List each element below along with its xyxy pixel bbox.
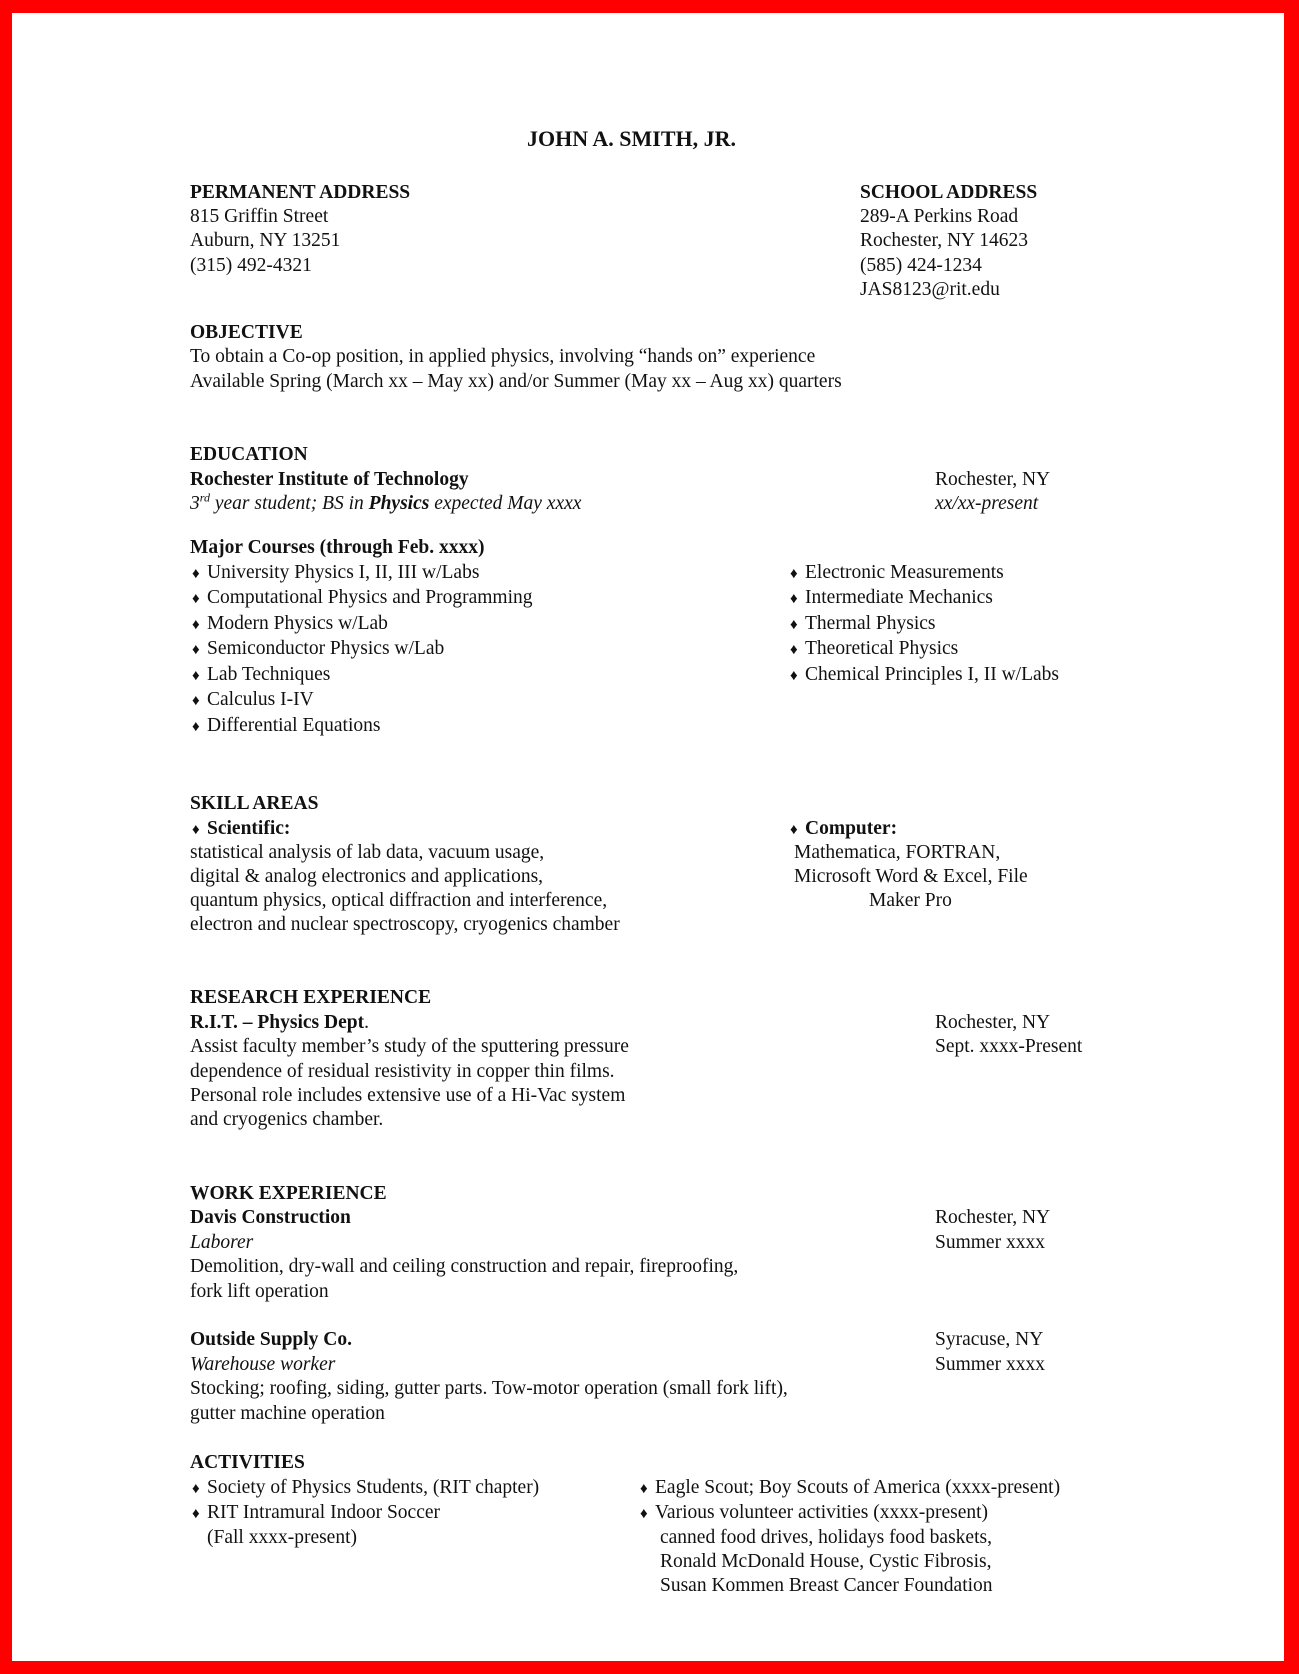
education-degree (190, 492, 581, 516)
course-label: Differential Equations (207, 715, 381, 736)
activities-heading: ACTIVITIES (190, 1452, 305, 1473)
diamond-bullet-icon: ♦ (640, 1506, 648, 1522)
objective-heading: OBJECTIVE (190, 322, 303, 343)
permanent-street: 815 Griffin Street (190, 206, 329, 227)
job-location: Syracuse, NY (935, 1329, 1044, 1350)
education-dates: xx/xx-present (935, 493, 1039, 514)
job-role: Laborer (190, 1232, 254, 1253)
course-label: Thermal Physics (805, 613, 936, 634)
course-item (790, 586, 993, 611)
course-item (790, 663, 1059, 688)
school-street: 289-A Perkins Road (860, 206, 1019, 227)
permanent-address-heading: PERMANENT ADDRESS (190, 182, 411, 203)
course-item (192, 637, 444, 662)
course-label: University Physics I, II, III w/Labs (207, 562, 480, 583)
activity-continuation: (Fall xxxx-present) (207, 1527, 358, 1548)
job-line: Demolition, dry-wall and ceiling construction and repair, fireproofing, (190, 1256, 739, 1277)
activity-item (192, 1476, 539, 1501)
research-dates: Sept. xxxx-Present (935, 1036, 1083, 1057)
diamond-bullet-icon: ♦ (790, 642, 798, 658)
course-label: Semiconductor Physics w/Lab (207, 638, 445, 659)
education-school: Rochester Institute of Technology (190, 469, 469, 490)
activity-item (192, 1501, 440, 1526)
objective-line: To obtain a Co-op position, in applied physics, involving “hands on” experience (190, 346, 816, 367)
research-org (190, 1011, 369, 1035)
diamond-bullet-icon: ♦ (192, 642, 200, 658)
school-city: Rochester, NY 14623 (860, 230, 1029, 251)
diamond-bullet-icon: ♦ (790, 566, 798, 582)
job-location: Rochester, NY (935, 1207, 1051, 1228)
activity-label: RIT Intramural Indoor Soccer (207, 1502, 441, 1523)
course-label: Lab Techniques (207, 664, 331, 685)
job-org: Davis Construction (190, 1207, 351, 1228)
diamond-bullet-icon: ♦ (192, 693, 200, 709)
school-phone: (585) 424-1234 (860, 255, 982, 276)
course-label: Chemical Principles I, II w/Labs (805, 664, 1059, 685)
course-item (192, 612, 388, 637)
diamond-bullet-icon: ♦ (192, 1481, 200, 1497)
course-item (790, 561, 1004, 586)
course-label: Theoretical Physics (805, 638, 959, 659)
scientific-label: Scientific: (207, 818, 291, 839)
course-item (192, 586, 533, 611)
skills-heading: SKILL AREAS (190, 793, 319, 814)
education-location: Rochester, NY (935, 469, 1051, 490)
course-label: Modern Physics w/Lab (207, 613, 388, 634)
school-email: JAS8123@rit.edu (860, 279, 1000, 300)
education-heading: EDUCATION (190, 444, 308, 465)
activity-item (640, 1476, 1060, 1501)
job-dates: Summer xxxx (935, 1354, 1045, 1375)
computer-skill-line: Microsoft Word & Excel, File (794, 866, 1028, 887)
computer-skills-heading (790, 817, 897, 842)
research-org-name: R.I.T. – Physics Dept (190, 1012, 365, 1033)
diamond-bullet-icon: ♦ (790, 617, 798, 633)
course-label: Electronic Measurements (805, 562, 1004, 583)
computer-label: Computer: (805, 818, 898, 839)
scientific-skills-heading (192, 817, 290, 842)
permanent-city: Auburn, NY 13251 (190, 230, 341, 251)
course-item (192, 714, 380, 739)
diamond-bullet-icon: ♦ (790, 822, 798, 838)
scientific-skill-line: statistical analysis of lab data, vacuum usage, (190, 842, 545, 863)
scientific-skill-line: electron and nuclear spectroscopy, cryogenics chamber (190, 914, 620, 935)
resume-name: JOHN A. SMITH, JR. (527, 126, 737, 151)
diamond-bullet-icon: ♦ (192, 668, 200, 684)
permanent-phone: (315) 492-4321 (190, 255, 312, 276)
job-org: Outside Supply Co. (190, 1329, 353, 1350)
education-year-number: 3 (190, 493, 200, 514)
course-item (790, 612, 936, 637)
diamond-bullet-icon: ♦ (790, 668, 798, 684)
diamond-bullet-icon: ♦ (192, 1506, 200, 1522)
diamond-bullet-icon: ♦ (192, 822, 200, 838)
scientific-skill-line: quantum physics, optical diffraction and interference, (190, 890, 608, 911)
diamond-bullet-icon: ♦ (192, 566, 200, 582)
computer-skill-line: Maker Pro (869, 890, 952, 911)
course-label: Intermediate Mechanics (805, 587, 993, 608)
job-line: fork lift operation (190, 1281, 329, 1302)
scientific-skill-line: digital & analog electronics and applications, (190, 866, 544, 887)
education-major: Physics (368, 493, 430, 514)
course-item (192, 561, 479, 586)
research-location: Rochester, NY (935, 1012, 1051, 1033)
education-degree-post: expected May xxxx (429, 493, 582, 514)
school-address-heading: SCHOOL ADDRESS (860, 182, 1038, 203)
computer-skill-line: Mathematica, FORTRAN, (794, 842, 1001, 863)
education-degree-pre: year student; BS in (209, 493, 369, 514)
activity-item (640, 1501, 988, 1526)
job-line: Stocking; roofing, siding, gutter parts. Tow-motor operation (small fork lift), (190, 1378, 788, 1399)
diamond-bullet-icon: ♦ (192, 617, 200, 633)
activity-label: Various volunteer activities (xxxx-present) (655, 1502, 989, 1523)
course-label: Calculus I-IV (207, 689, 314, 710)
job-line: gutter machine operation (190, 1403, 385, 1424)
job-role: Warehouse worker (190, 1354, 336, 1375)
objective-line: Available Spring (March xx – May xx) and/or Summer (May xx – Aug xx) quarters (190, 371, 842, 392)
education-year-suffix: rd (199, 490, 210, 505)
activity-continuation: canned food drives, holidays food baskets, (660, 1527, 992, 1548)
course-label: Computational Physics and Programming (207, 587, 533, 608)
diamond-bullet-icon: ♦ (640, 1481, 648, 1497)
activity-continuation: Ronald McDonald House, Cystic Fibrosis, (660, 1551, 992, 1572)
research-line: dependence of residual resistivity in copper thin films. (190, 1061, 615, 1082)
work-heading: WORK EXPERIENCE (190, 1183, 387, 1204)
activity-continuation: Susan Kommen Breast Cancer Foundation (660, 1575, 993, 1596)
research-line: Assist faculty member’s study of the sputtering pressure (190, 1036, 629, 1057)
activity-label: Society of Physics Students, (RIT chapter) (207, 1477, 540, 1498)
diamond-bullet-icon: ♦ (790, 591, 798, 607)
research-heading: RESEARCH EXPERIENCE (190, 987, 432, 1008)
job-dates: Summer xxxx (935, 1232, 1045, 1253)
research-line: and cryogenics chamber. (190, 1109, 384, 1130)
diamond-bullet-icon: ♦ (192, 719, 200, 735)
major-courses-heading: Major Courses (through Feb. xxxx) (190, 537, 485, 558)
course-item (192, 663, 330, 688)
activity-label: Eagle Scout; Boy Scouts of America (xxxx-present) (655, 1477, 1061, 1498)
diamond-bullet-icon: ♦ (192, 591, 200, 607)
research-org-suffix: . (364, 1012, 369, 1033)
course-item (790, 637, 958, 662)
research-line: Personal role includes extensive use of a Hi-Vac system (190, 1085, 626, 1106)
course-item (192, 688, 314, 713)
